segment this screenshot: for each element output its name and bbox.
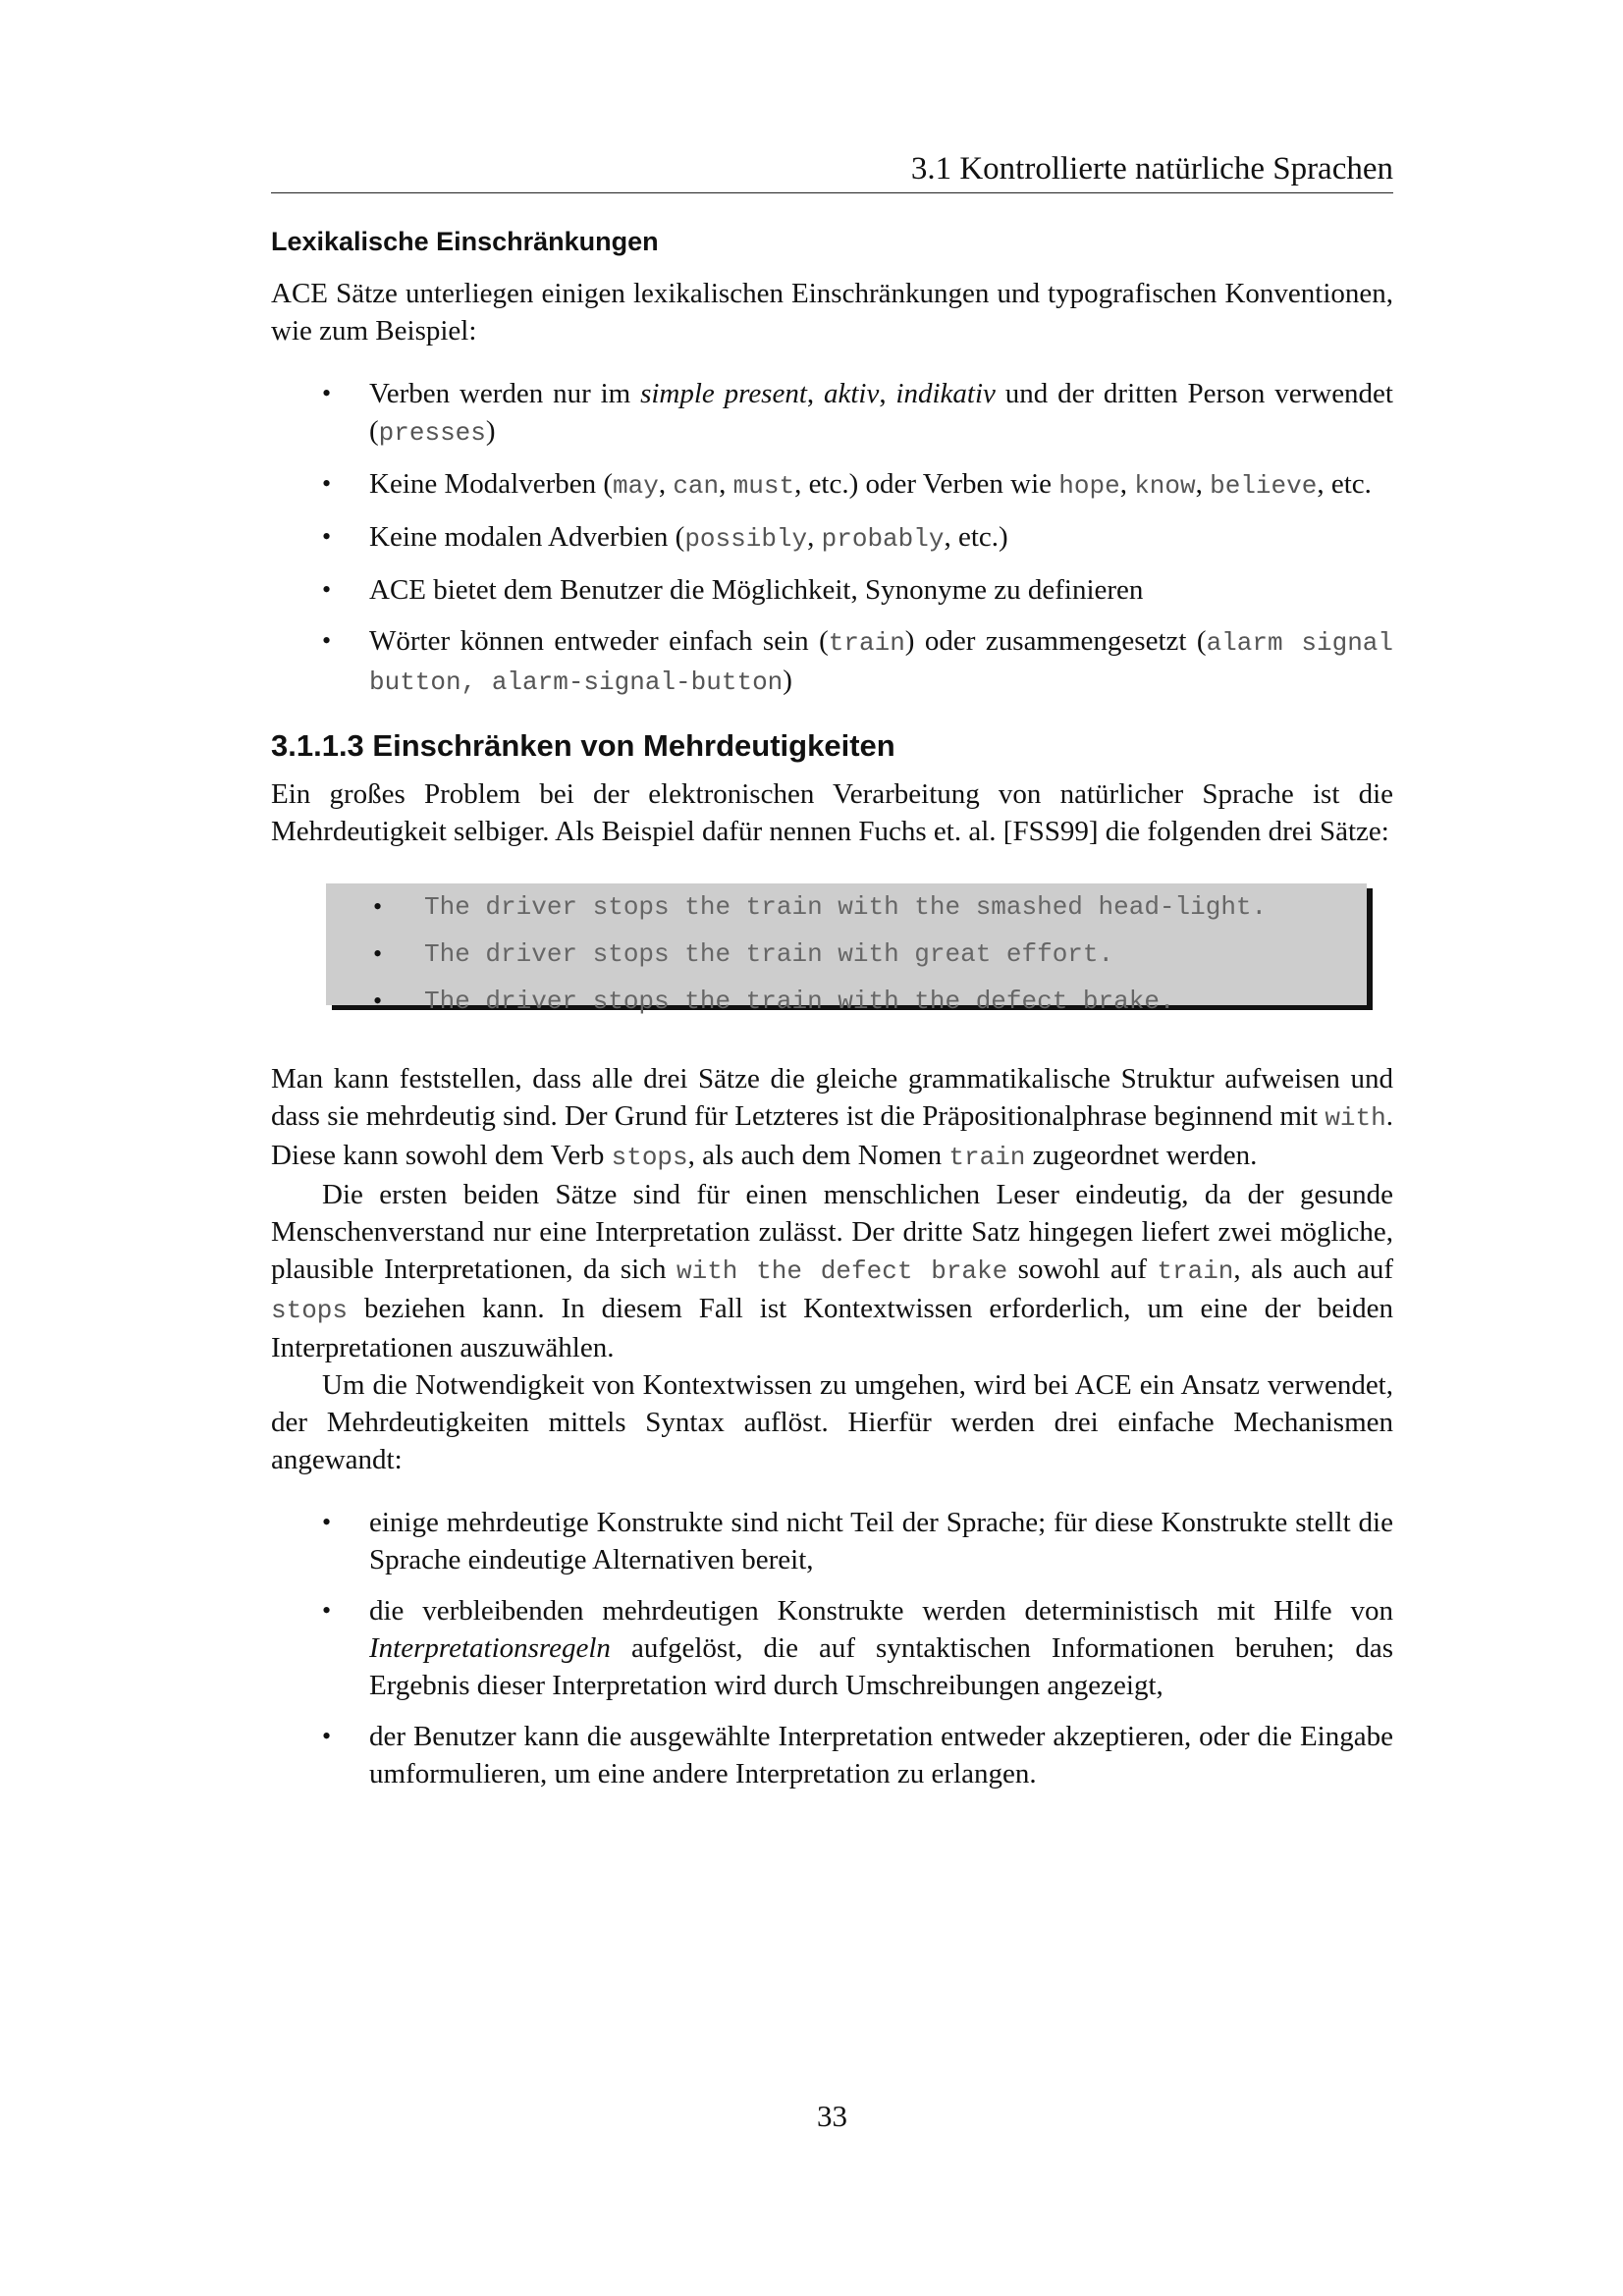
paragraph-interpretation: [271, 1176, 1393, 1366]
text: . Diese kann sowohl dem Verb: [271, 1100, 1393, 1171]
bullet-icon: •: [322, 1508, 332, 1536]
code: train: [948, 1143, 1026, 1172]
text: , etc.) oder Verben wie: [794, 468, 1059, 500]
text: Wörter können entweder einfach sein (: [369, 625, 829, 657]
code: stops: [271, 1296, 349, 1325]
section-heading-ambiguity: 3.1.1.3 Einschränken von Mehrdeutigkeiten: [271, 728, 895, 763]
text: einige mehrdeutige Konstrukte sind nicht Teil der Sprache; für diese Konstrukte stellt die Sprache eindeutige Alternativen bereit,: [369, 1507, 1393, 1575]
text: , als auch auf: [1233, 1254, 1393, 1285]
code: alarm signal button, alarm-signal-button: [369, 628, 1394, 697]
text: ,: [719, 468, 733, 500]
example-sentence: [326, 978, 1367, 1025]
page-content: [271, 224, 1393, 1814]
code: probably: [821, 524, 945, 554]
text: ,: [1119, 468, 1135, 500]
example-sentence: [326, 883, 1367, 931]
paragraph-ambiguity-intro: Ein großes Problem bei der elektronischen Verarbeitung von natürlicher Sprache ist die Mehrdeutigkeit selbiger. Als Beispiel dafür nennen Fuchs et. al. [FSS99] die folgenden drei Sätze:: [271, 778, 1393, 847]
text: der Benutzer kann die ausgewählte Interpretation entweder akzeptieren, oder die Eingabe umformulieren, um eine andere Interpretation zu erlangen.: [369, 1721, 1393, 1789]
bullet-icon: •: [322, 522, 332, 551]
list-item: [271, 571, 1393, 609]
text: ,: [658, 468, 674, 500]
example-text: The driver stops the train with the smashed head-light.: [424, 892, 1268, 922]
example-sentence: [326, 931, 1367, 978]
text: zugeordnet werden.: [1025, 1140, 1258, 1171]
emphasis: Interpretationsregeln: [369, 1632, 611, 1664]
code: with: [1325, 1103, 1386, 1133]
text: , als auch dem Nomen: [687, 1140, 949, 1171]
bullet-icon: •: [373, 987, 383, 1015]
text: die verbleibenden mehrdeutigen Konstrukte werden deterministisch mit Hilfe von: [369, 1595, 1393, 1627]
bullet-icon: •: [322, 379, 332, 407]
code: presses: [378, 418, 486, 448]
paragraph-mechanisms-intro: Um die Notwendigkeit von Kontextwissen zu umgehen, wird bei ACE ein Ansatz verwendet, der Mehrdeutigkeiten mittels Syntax auflöst. Hierfür werden drei einfache Mechanismen angewandt:: [271, 1369, 1393, 1475]
text: Verben werden nur im: [369, 378, 641, 409]
bullet-icon: •: [373, 892, 383, 921]
list-item: [271, 375, 1393, 452]
text: sowohl auf: [1007, 1254, 1158, 1285]
bullet-icon: •: [322, 575, 332, 604]
text: ,: [879, 378, 896, 409]
code: possibly: [684, 524, 808, 554]
code: train: [1157, 1256, 1234, 1286]
code: hope: [1058, 471, 1120, 501]
section-heading-lexical: Lexikalische Einschränkungen: [271, 227, 659, 256]
running-header: 3.1 Kontrollierte natürliche Sprachen: [910, 151, 1393, 187]
list-item: [271, 1504, 1393, 1578]
bullet-icon: •: [322, 469, 332, 498]
list-item: [271, 518, 1393, 558]
text: ,: [807, 521, 822, 553]
mechanisms-list: [271, 1504, 1393, 1792]
text: ACE bietet dem Benutzer die Möglichkeit, Synonyme zu definieren: [369, 574, 1144, 606]
lexical-restrictions-list: [271, 375, 1393, 701]
bullet-icon: •: [322, 1596, 332, 1625]
example-text: The driver stops the train with the defect brake.: [424, 987, 1175, 1016]
page-number: 33: [817, 2099, 847, 2133]
bullet-icon: •: [322, 626, 332, 655]
emphasis: aktiv: [823, 378, 880, 409]
text: ) oder zusammengesetzt (: [904, 625, 1207, 657]
text: beziehen kann. In diesem Fall ist Kontextwissen erforderlich, um eine der beiden Interpretationen auszuwählen.: [271, 1293, 1393, 1363]
code: know: [1134, 471, 1196, 501]
text: ,: [806, 378, 824, 409]
text: ,: [1195, 468, 1211, 500]
list-item: [271, 1592, 1393, 1704]
text: Keine modalen Adverbien (: [369, 521, 685, 553]
list-item: [271, 622, 1393, 701]
header-rule: [271, 192, 1393, 193]
text: Die ersten beiden Sätze sind für einen menschlichen Leser eindeutig, da der gesunde Menschenverstand nur eine Interpretation zulässt. Der dritte Satz hingegen liefert zwei mögliche, plausible Interpretationen, da sich: [271, 1179, 1393, 1285]
bullet-icon: •: [373, 939, 383, 968]
emphasis: simple present: [640, 378, 807, 409]
bullet-icon: •: [322, 1722, 332, 1750]
paragraph-lexical-intro: ACE Sätze unterliegen einigen lexikalischen Einschränkungen und typografischen Konventionen, wie zum Beispiel:: [271, 278, 1393, 347]
code: with the defect brake: [676, 1256, 1008, 1286]
list-item: [271, 1718, 1393, 1792]
text: , etc.: [1317, 468, 1372, 500]
text: ): [485, 415, 496, 447]
code: must: [732, 471, 795, 501]
code: may: [613, 471, 659, 501]
paragraph-structure: [271, 1060, 1393, 1176]
text: aufgelöst, die auf syntaktischen Informationen beruhen; das Ergebnis dieser Interpretation wird durch Umschreibungen angezeigt,: [369, 1632, 1393, 1701]
text: und der dritten Person verwendet (: [369, 378, 1393, 447]
code: train: [828, 628, 905, 658]
text: Man kann feststellen, dass alle drei Sätze die gleiche grammatikalische Struktur aufweisen und dass sie mehrdeutig sind. Der Grund für Letzteres ist die Präpositionalphrase beginnend mit: [271, 1063, 1393, 1132]
code: believe: [1210, 471, 1318, 501]
text: Keine Modalverben (: [369, 468, 614, 500]
emphasis: indikativ: [895, 378, 996, 409]
code: can: [673, 471, 720, 501]
text: ): [783, 665, 792, 696]
example-box: [326, 883, 1367, 1016]
example-sentences-list: [326, 883, 1367, 1025]
list-item: [271, 465, 1393, 505]
example-text: The driver stops the train with great effort.: [424, 939, 1114, 969]
code: stops: [611, 1143, 688, 1172]
example-box-background: [326, 883, 1367, 1016]
text: , etc.): [944, 521, 1008, 553]
